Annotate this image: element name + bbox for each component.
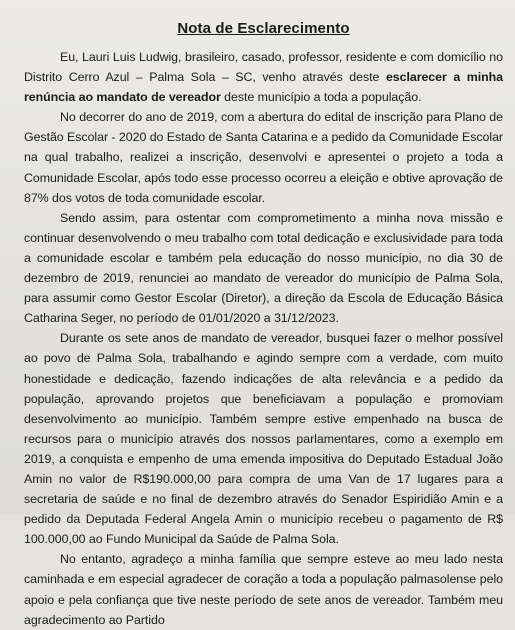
paragraph-agradecimento: No entanto, agradeço a minha família que sempre esteve ao meu lado nesta caminhada e em especial agradecer de coração a toda a população palmasolense pelo apoio e pela confiança que tive neste período de sete anos de vereador. Também meu agradecimento ao Partido xyxy=(24,552,503,627)
paragraph-intro-text-c: deste município a toda a população. xyxy=(220,90,422,105)
document-title: Nota de Esclarecimento xyxy=(177,20,350,37)
paragraph-plano-gestao: No decorrer do ano de 2019, com a abertura do edital de inscrição para Plano de Gestão Escolar - 2020 do Estado de Santa Catarina e a pedido da Comunidade Escolar na qual trabalho, realizei a inscrição, desenvolvi e apresentei o projeto a toda a Comunidade Escolar, após todo esse processo ocorreu a eleição e obtive aprovação de 87% dos votos de toda comunidade escolar. xyxy=(24,110,503,205)
paragraph-mandato: Durante os sete anos de mandato de vereador, busquei fazer o melhor possível ao povo de Palma Sola, trabalhando e agindo sempre com a verdade, com muito honestidade e dedicação, fazendo indicações de alta relevância e a pedido da população, aprovando projetos que beneficiavam a população e promoviam desenvolvimento ao município. Também sempre estive empenhado na busca de recursos para o município através dos nossos parlamentares, como a exemplo em 2019, a conquista e empenho de uma emenda impositiva do Deputado Estadual João Amin no valor de R$190.000,00 para compra de uma Van de 17 lugares para a secretaria de saúde e no final de dezembro através do Senador Espiridião Amin e a pedido da Deputada Federal Angela Amin o município recebeu o pagamento de R$ 100.000,00 ao Fundo Municipal da Saúde de Palma Sola. xyxy=(24,331,503,547)
paragraph-intro-bold: esclarecer a minha renúncia ao mandato de vereador xyxy=(24,70,503,105)
paragraph-intro-text-a: Eu, Lauri Luis Ludwig, brasileiro, casado, professor, residente e com domicílio no Distrito Cerro Azul – Palma Sola – SC, venho através deste xyxy=(24,50,503,85)
paragraph-intro xyxy=(24,47,503,107)
paragraph-renuncia: Sendo assim, para ostentar com comprometimento a minha nova missão e continuar desenvolvendo o meu trabalho com total dedicação e exclusividade para toda a comunidade escolar e também pela educação do nosso município, no dia 30 de dezembro de 2019, renunciei ao mandato de vereador do município de Palma Sola, para assumir como Gestor Escolar (Diretor), a direção da Escola de Educação Básica Catharina Seger, no período de 01/01/2020 a 31/12/2023. xyxy=(24,210,503,326)
